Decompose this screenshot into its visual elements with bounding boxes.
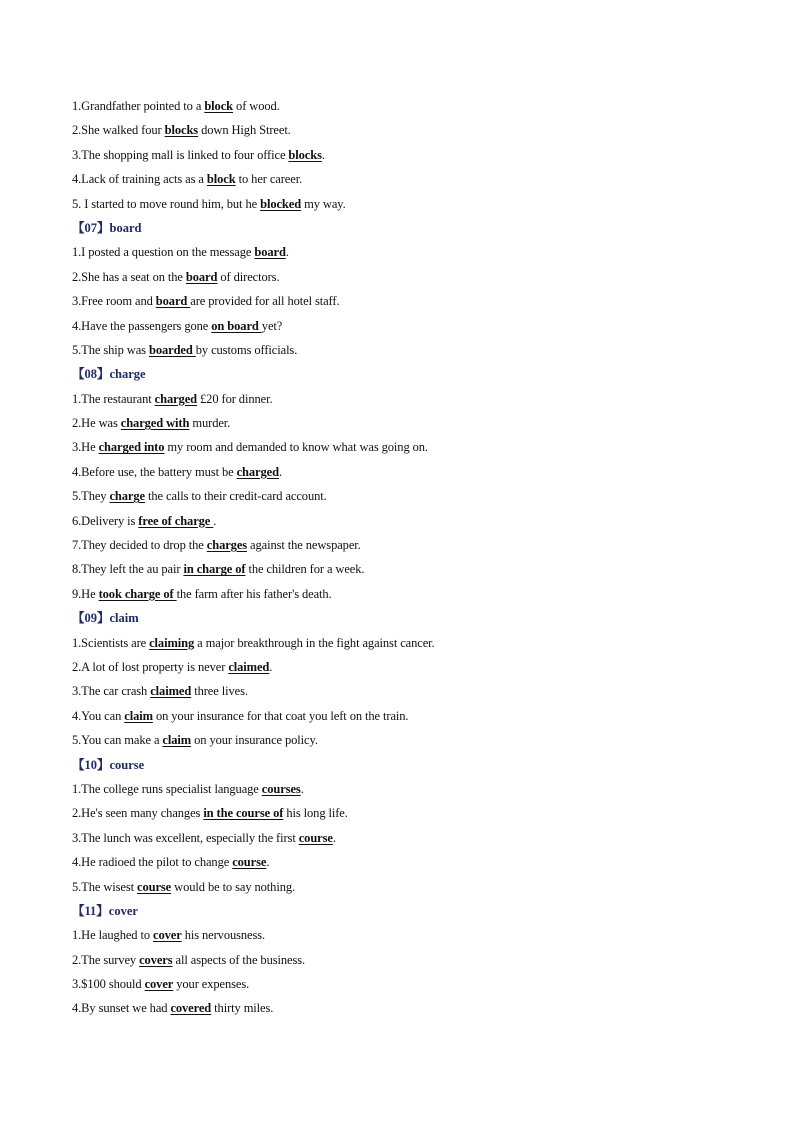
keyword: course [298, 830, 333, 845]
sentence-text: 3.$100 should [72, 977, 145, 992]
document-body [72, 94, 752, 1021]
sentence-text: 2.He's seen many changes [72, 806, 204, 821]
keyword: in charge of [183, 562, 246, 577]
sentence-text: 1.The college runs specialist language [72, 781, 262, 796]
sentence-text: thirty miles. [211, 1001, 274, 1016]
sentence-text: 5. I started to move round him, but he [72, 196, 261, 211]
sentence-text: of wood. [233, 99, 280, 113]
example-sentence [72, 704, 752, 728]
example-sentence [72, 338, 752, 362]
sentence-text: 4.Lack of training acts as a [72, 172, 207, 187]
example-sentence [72, 167, 752, 191]
sentence-text: 3.The car crash [72, 684, 151, 699]
keyword: charged with [120, 416, 190, 431]
section-heading: 【08】charge [72, 367, 146, 382]
example-sentence [72, 972, 752, 996]
section-heading: 【10】course [72, 757, 145, 772]
example-sentence [72, 265, 752, 289]
example-sentence [72, 435, 752, 459]
keyword: blocks [288, 147, 322, 162]
sentence-text: . [213, 513, 217, 528]
keyword: claim [124, 708, 153, 723]
example-sentence [72, 314, 752, 338]
keyword: claim [162, 733, 192, 748]
sentence-text: 3.Free room and [72, 294, 156, 309]
example-sentence [72, 484, 752, 508]
keyword: blocked [260, 196, 302, 211]
sentence-text: 1.The restaurant [72, 391, 155, 406]
example-sentence [72, 728, 752, 752]
sentence-text: 4.Have the passengers gone [72, 318, 212, 333]
example-sentence [72, 582, 752, 606]
keyword: block [206, 172, 236, 187]
sentence-text: . [266, 855, 270, 870]
sentence-text: . [300, 781, 304, 796]
example-sentence [72, 655, 752, 679]
keyword: claimed [228, 659, 270, 674]
sentence-text: 2.The survey [72, 952, 140, 967]
sentence-text: on your insurance policy. [191, 733, 318, 748]
sentence-text: 4.You can [72, 708, 125, 723]
sentence-text: would be to say nothing. [171, 879, 296, 894]
sentence-text: . [285, 245, 289, 260]
sentence-text: 3.He [72, 440, 99, 455]
word-section [72, 899, 752, 1021]
word-section [72, 753, 752, 899]
example-sentence [72, 801, 752, 825]
example-sentence [72, 826, 752, 850]
example-sentence [72, 143, 752, 167]
sentence-text: 2.She walked four [72, 123, 165, 138]
keyword: claiming [149, 635, 195, 650]
example-sentence [72, 289, 752, 313]
keyword: charged [236, 464, 279, 479]
example-sentence [72, 118, 752, 142]
word-section [72, 606, 752, 752]
sentence-text: 3.The shopping mall is linked to four office [72, 147, 289, 162]
word-section [72, 216, 752, 362]
sentence-text: are provided for all hotel staff. [190, 294, 340, 309]
sentence-text: . [278, 464, 282, 479]
example-sentence [72, 387, 752, 411]
sentence-text: 2.She has a seat on the [72, 269, 186, 284]
example-sentence [72, 777, 752, 801]
sentence-text: 1.He laughed to [72, 928, 154, 943]
example-sentence [72, 533, 752, 557]
sentence-text: 4.He radioed the pilot to change [72, 855, 233, 870]
section-heading: 【11】cover [72, 903, 138, 918]
keyword: free of charge [138, 513, 214, 528]
example-sentence [72, 631, 752, 655]
sentence-text: a major breakthrough in the fight against cancer. [194, 635, 435, 650]
sentence-text: 1.I posted a question on the message [72, 245, 255, 260]
word-section [72, 94, 752, 216]
sentence-text: . [332, 830, 336, 845]
keyword: charged into [98, 440, 165, 455]
sentence-text: . [321, 147, 325, 162]
keyword: block [204, 99, 234, 113]
example-sentence [72, 850, 752, 874]
sentence-text: murder. [189, 416, 231, 431]
sentence-text: 7.They decided to drop the [72, 538, 207, 553]
sentence-text: 1.Grandfather pointed to a [72, 99, 205, 113]
keyword: board [185, 269, 218, 284]
example-sentence [72, 240, 752, 264]
sentence-text: 3.The lunch was excellent, especially the first [72, 830, 299, 845]
example-sentence [72, 557, 752, 581]
keyword: claimed [150, 684, 192, 699]
keyword: charges [206, 538, 248, 553]
word-section [72, 362, 752, 606]
keyword: took charge of [98, 586, 177, 601]
sentence-text: £20 for dinner. [197, 391, 273, 406]
sentence-text: against the newspaper. [247, 538, 361, 553]
sentence-text: the children for a week. [245, 562, 365, 577]
keyword: blocks [164, 123, 199, 138]
keyword: charged [154, 391, 197, 406]
sentence-text: his nervousness. [181, 928, 266, 943]
sentence-text: yet? [261, 318, 283, 333]
sentence-text: the farm after his father's death. [176, 586, 332, 601]
keyword: covers [139, 952, 173, 967]
example-sentence [72, 509, 752, 533]
sentence-text: 4.Before use, the battery must be [72, 464, 237, 479]
sentence-text: 5.The wisest [72, 879, 138, 894]
sentence-text: his long life. [283, 806, 348, 821]
keyword: charge [109, 489, 145, 504]
sentence-text: down High Street. [198, 123, 291, 138]
sentence-text: 4.By sunset we had [72, 1001, 171, 1016]
example-sentence [72, 411, 752, 435]
keyword: in the course of [203, 806, 284, 821]
sentence-text: all aspects of the business. [172, 952, 306, 967]
sentence-text: 5.They [72, 489, 110, 504]
keyword: cover [144, 977, 174, 992]
keyword: covered [170, 1001, 212, 1016]
example-sentence [72, 460, 752, 484]
sentence-text: 1.Scientists are [72, 635, 150, 650]
sentence-text: my way. [301, 196, 346, 211]
keyword: courses [261, 781, 301, 796]
sentence-text: the calls to their credit-card account. [144, 489, 327, 504]
sentence-text: 5.You can make a [72, 733, 163, 748]
example-sentence [72, 923, 752, 947]
sentence-text: 8.They left the au pair [72, 562, 184, 577]
example-sentence [72, 948, 752, 972]
sentence-text: 6.Delivery is [72, 513, 139, 528]
example-sentence [72, 996, 752, 1020]
keyword: boarded [148, 342, 196, 357]
sentence-text: to her career. [235, 172, 303, 187]
sentence-text: three lives. [191, 684, 248, 699]
example-sentence [72, 679, 752, 703]
sentence-text: of directors. [217, 269, 280, 284]
example-sentence [72, 192, 752, 216]
example-sentence [72, 94, 752, 118]
sentence-text: 2.A lot of lost property is never [72, 659, 229, 674]
keyword: board [254, 245, 286, 260]
sentence-text: by customs officials. [195, 342, 298, 357]
keyword: course [137, 879, 172, 894]
sentence-text: my room and demanded to know what was going on. [164, 440, 428, 455]
sentence-text: your expenses. [173, 977, 250, 992]
sentence-text: 9.He [72, 586, 99, 601]
sentence-text: on your insurance for that coat you left on the train. [152, 708, 409, 723]
section-heading: 【07】board [72, 220, 142, 235]
keyword: board [155, 294, 191, 309]
keyword: course [232, 855, 267, 870]
sentence-text: 2.He was [72, 416, 121, 431]
example-sentence [72, 875, 752, 899]
keyword: on board [211, 318, 262, 333]
sentence-text: 5.The ship was [72, 342, 149, 357]
section-heading: 【09】claim [72, 611, 139, 626]
keyword: cover [153, 928, 182, 943]
sentence-text: . [269, 659, 273, 674]
